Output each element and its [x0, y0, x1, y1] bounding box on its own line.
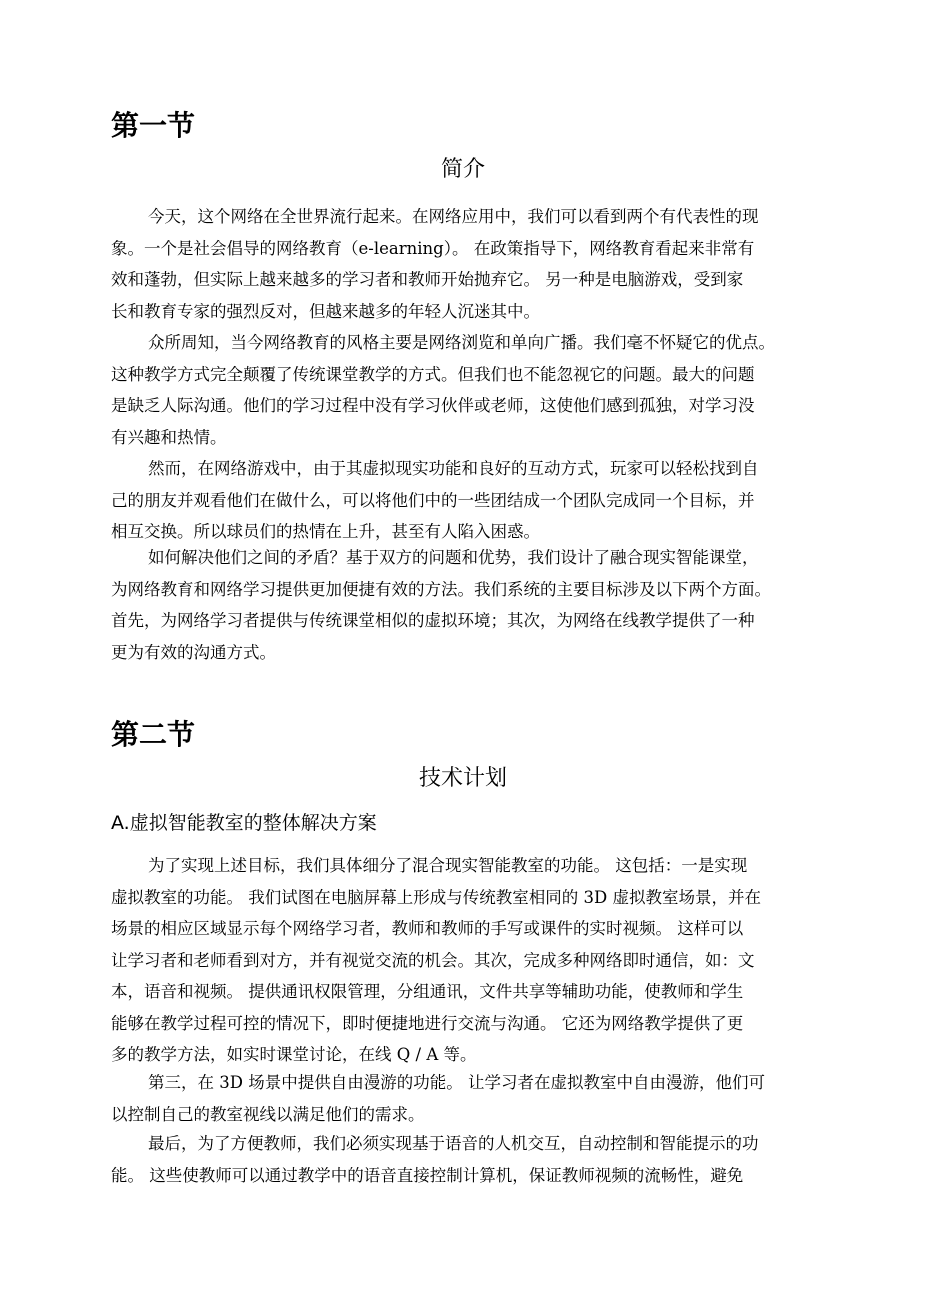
section-2-heading: 第二节	[111, 718, 196, 751]
text-line: 多的教学方法，如实时课堂讨论，在线 Q / A 等。	[111, 1045, 477, 1064]
text-line: 第三，在 3D 场景中提供自由漫游的功能。 让学习者在虚拟教室中自由漫游，他们可	[148, 1073, 765, 1092]
text-line: 更为有效的沟通方式。	[111, 642, 276, 662]
text-line: 众所周知，当今网络教育的风格主要是网络浏览和单向广播。我们毫不怀疑它的优点。	[148, 333, 775, 352]
section-2-paragraph-3	[111, 1128, 831, 1191]
section-1-paragraph-4	[111, 542, 831, 668]
section-1-paragraph-1	[111, 201, 831, 327]
text-line: 为了实现上述目标，我们具体细分了混合现实智能教室的功能。 这包括：一是实现	[148, 856, 748, 875]
text-line: 象。一个是社会倡导的网络教育（e-learning）。 在政策指导下，网络教育看起来非常有	[111, 238, 755, 258]
section-2-paragraph-1	[111, 850, 831, 1071]
section-1-paragraph-2	[111, 327, 831, 453]
section-1-title: 简介	[440, 157, 485, 182]
section-1-paragraph-3	[111, 453, 831, 548]
text-line: 场景的相应区域显示每个网络学习者，教师和教师的手写或课件的实时视频。 这样可以	[111, 919, 744, 938]
text-line: 效和蓬勃，但实际上越来越多的学习者和教师开始抛弃它。 另一种是电脑游戏，受到家	[111, 270, 744, 289]
text-line: 能。 这些使教师可以通过教学中的语音直接控制计算机，保证教师视频的流畅性，避免	[111, 1165, 744, 1185]
text-line: 为网络教育和网络学习提供更加便捷有效的方法。我们系统的主要目标涉及以下两个方面。	[111, 579, 771, 599]
text-line: 首先，为网络学习者提供与传统课堂相似的虚拟环境；其次，为网络在线教学提供了一种	[111, 611, 755, 630]
text-line: 让学习者和老师看到对方，并有视觉交流的机会。其次，完成多种网络即时通信，如：文	[111, 950, 755, 970]
section-2-paragraph-2	[111, 1067, 831, 1130]
text-line: 是缺乏人际沟通。他们的学习过程中没有学习伙伴或老师，这使他们感到孤独，对学习没	[111, 396, 755, 415]
section-2-subheading: A.虚拟智能教室的整体解决方案	[111, 812, 377, 834]
text-line: 长和教育专家的强烈反对，但越来越多的年轻人沉迷其中。	[111, 301, 540, 321]
text-line: 以控制自己的教室视线以满足他们的需求。	[111, 1104, 425, 1124]
text-line: 虚拟教室的功能。 我们试图在电脑屏幕上形成与传统教室相同的 3D 虚拟教室场景，并在	[111, 887, 761, 907]
text-line: 有兴趣和热情。	[111, 427, 227, 447]
text-line: 最后，为了方便教师，我们必须实现基于语音的人机交互，自动控制和智能提示的功	[148, 1134, 759, 1153]
text-line: 然而，在网络游戏中，由于其虚拟现实功能和良好的互动方式，玩家可以轻松找到自	[148, 459, 759, 478]
text-line: 本，语音和视频。 提供通讯权限管理，分组通讯，文件共享等辅助功能，使教师和学生	[111, 982, 744, 1001]
text-line: 能够在教学过程可控的情况下，即时便捷地进行交流与沟通。 它还为网络教学提供了更	[111, 1013, 744, 1033]
text-line: 己的朋友并观看他们在做什么，可以将他们中的一些团结成一个团队完成同一个目标，并	[111, 490, 755, 510]
text-line: 如何解决他们之间的矛盾？基于双方的问题和优势，我们设计了融合现实智能课堂，	[148, 548, 759, 567]
text-line: 这种教学方式完全颠覆了传统课堂教学的方式。但我们也不能忽视它的问题。最大的问题	[111, 364, 755, 384]
section-1-heading: 第一节	[111, 109, 196, 142]
text-line: 今天，这个网络在全世界流行起来。在网络应用中，我们可以看到两个有代表性的现	[148, 207, 759, 226]
section-2-title: 技术计划	[418, 766, 507, 791]
text-line: 相互交换。所以球员们的热情在上升，甚至有人陷入困惑。	[111, 522, 540, 541]
